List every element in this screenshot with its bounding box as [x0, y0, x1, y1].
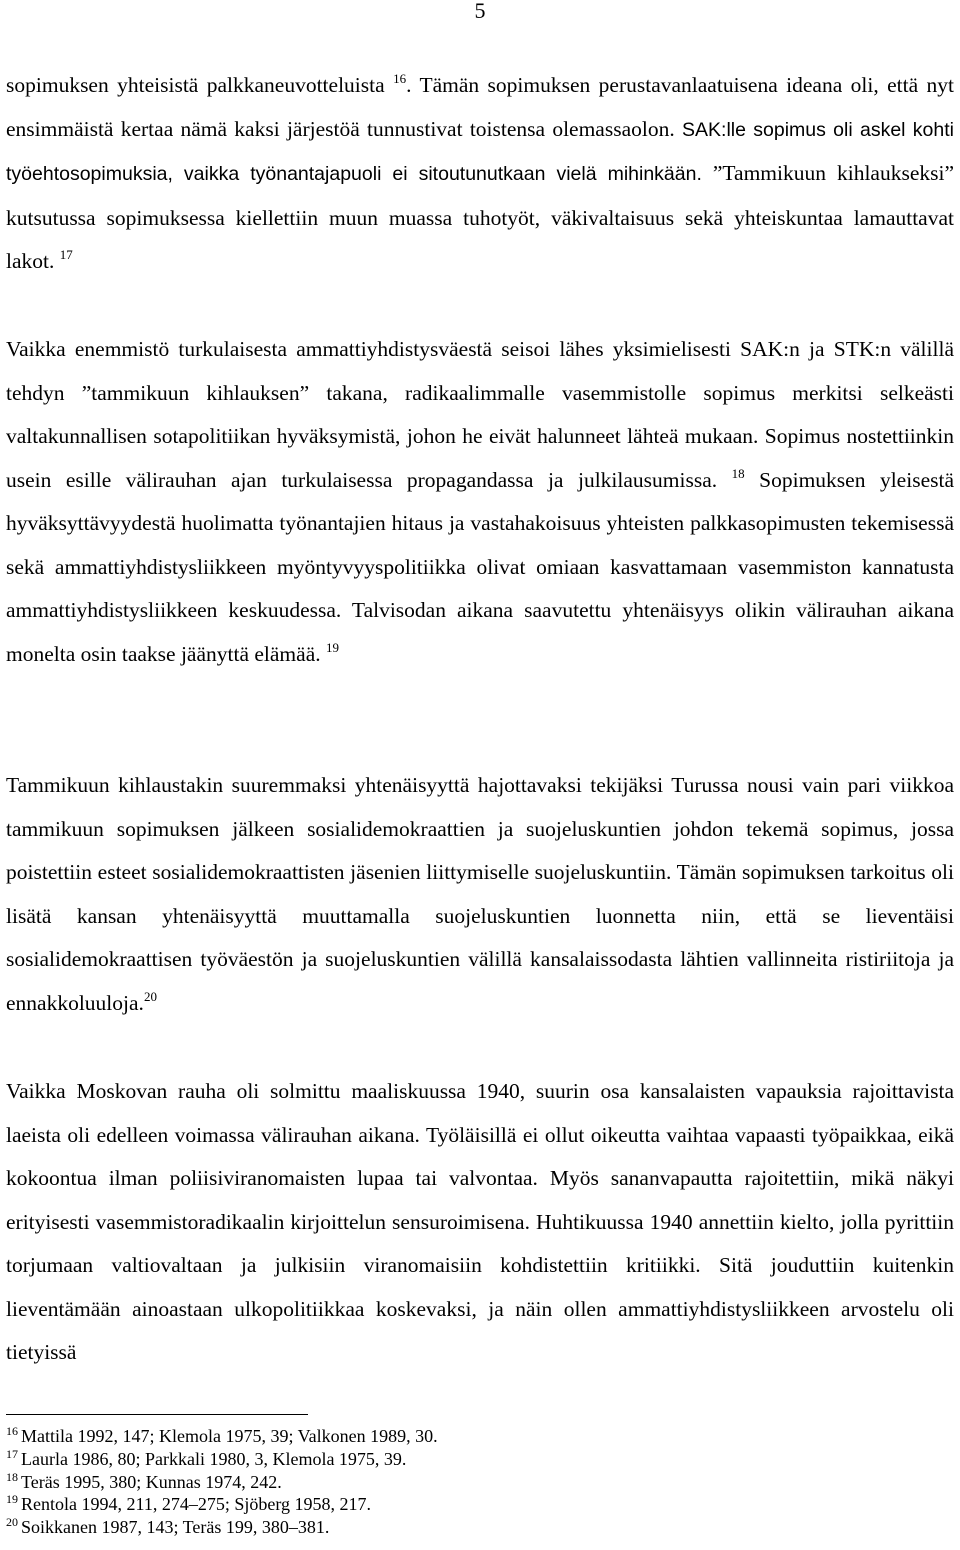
footnote-text: Teräs 1995, 380; Kunnas 1974, 242.: [21, 1471, 282, 1492]
footnote-20: [6, 1516, 946, 1539]
paragraph-text: sopimuksen yhteisistä palkkaneuvotteluista: [6, 73, 385, 97]
footnote-ref: 18: [731, 465, 745, 481]
footnote-18: [6, 1471, 946, 1494]
footnote-number: 18: [6, 1469, 18, 1484]
paragraph-text: SAK:lle sopimus oli askel kohti työehtosopimuksia, vaikka työnantajapuoli ei sitoutunutkaan vielä mihinkään.: [6, 118, 954, 185]
paragraph-text: ”Tammikuun kihlaukseksi” kutsutussa sopimuksessa kiellettiin muun muassa tuhotyöt, väkivaltaisuus sekä yhteiskuntaa lamauttavat lakot.: [6, 161, 954, 273]
footnote-ref: 17: [59, 247, 73, 262]
footnote-text: Mattila 1992, 147; Klemola 1975, 39; Valkonen 1989, 30.: [21, 1426, 438, 1446]
paragraph-4: [6, 1070, 954, 1375]
footnotes: [6, 1425, 946, 1539]
paragraph-text: Vaikka Moskovan rauha oli solmittu maaliskuussa 1940, suurin osa kansalaisten vapauksia rajoittavista laeista oli edelleen voimassa välirauhan aikana. Työläisillä ei ollut oikeutta vaihtaa vapaasti työpaikkaa, eikä kokoontua ilman poliisiviranomaisten lupaa tai valvontaa. Myös sananvapautta rajoitettiin, mikä näkyi erityisesti vasemmistoradikaalin kirjoittelun sensuroimisena. Huhtikuussa 1940 annettiin kielto, jolla pyrittiin torjumaan valtiovaltaan ja julkisiin viranomaisiin kohdistettiin kritiikki. Sitä jouduttiin kuitenkin lieventämään ainoastaan ulkopolitiikkaa koskevaksi, ja näin ollen ammattiyhdistysliikkeen arvostelu oli tietyissä: [6, 1079, 954, 1364]
footnote-text: Soikkanen 1987, 143; Teräs 199, 380–381.: [21, 1517, 330, 1538]
footnote-number: 20: [6, 1515, 18, 1530]
footnote-ref: 16: [393, 71, 407, 86]
page-number: 5: [474, 0, 486, 23]
footnote-16: [6, 1425, 946, 1448]
paragraph-text: . Tämän sopimuksen perustavanlaatuisena ideana oli, että nyt ensimmäistä kertaa nämä kaksi järjestöä tunnustivat toistensa olemassaolon.: [6, 73, 955, 141]
footnote-text: Rentola 1994, 211, 274–275; Sjöberg 1958, 217.: [21, 1494, 371, 1515]
paragraph-text: Tammikuun kihlaustakin suuremmaksi yhtenäisyyttä hajottavaksi tekijäksi Turussa nousi vain pari viikkoa tammikuun sopimuksen jälkeen sosialidemokraattien ja suojeluskuntien johdon tekemä sopimus, jossa poistettiin esteet sosialidemokraattisten jäsenien liittymiselle suojeluskuntiin. Tämän sopimuksen tarkoitus oli lisätä kansan yhtenäisyyttä muuttamalla suojeluskuntien luonnetta niin, että se lieventäisi sosialidemokraattisen työväestön ja suojeluskuntien välillä kansalaissodasta lähtien vallinneita ristiriitoja ja ennakkoluuloja.: [6, 773, 954, 1015]
footnote-17: [6, 1448, 946, 1471]
paragraph-1: [6, 64, 954, 284]
footnote-number: 17: [6, 1446, 18, 1461]
footnote-ref: 19: [325, 639, 339, 655]
footnote-text: Laurla 1986, 80; Parkkali 1980, 3, Klemola 1975, 39.: [21, 1448, 407, 1469]
footnote-divider: [6, 1414, 308, 1415]
paragraph-text: Vaikka enemmistö turkulaisesta ammattiyhdistysväestä seisoi lähes yksimielisesti SAK:n ja STK:n välillä tehdyn ”tammikuun kihlauksen” takana, radikaalimmalle vasemmistolle sopimus merkitsi selkeästi valtakunnallisen sotapolitiikan hyväksymistä, johon he eivät halunneet lähteä mukaan. Sopimus nostettiinkin usein esille välirauhan ajan turkulaisessa propagandassa ja julkilausumissa.: [6, 337, 954, 492]
footnote-19: [6, 1493, 946, 1516]
footnote-number: 19: [6, 1492, 18, 1507]
paragraph-3: [6, 764, 954, 1025]
paragraph-text: Sopimuksen yleisestä hyväksyttävyydestä huolimatta työnantajien hitaus ja vastahakoisuus yhteisten palkkasopimusten tekemisessä sekä ammattiyhdistysliikkeen myöntyvyyspolitiikka olivat omiaan kasvattamaan vasemmiston kannatusta ammattiyhdistysliikkeen keskuudessa. Talvisodan aikana saavutettu yhtenäisyys olikin välirauhan aikana monelta osin taakse jäänyttä elämää.: [6, 467, 954, 666]
footnote-number: 16: [6, 1424, 18, 1438]
footnote-ref: 20: [143, 988, 157, 1004]
paragraph-2: [6, 328, 954, 676]
